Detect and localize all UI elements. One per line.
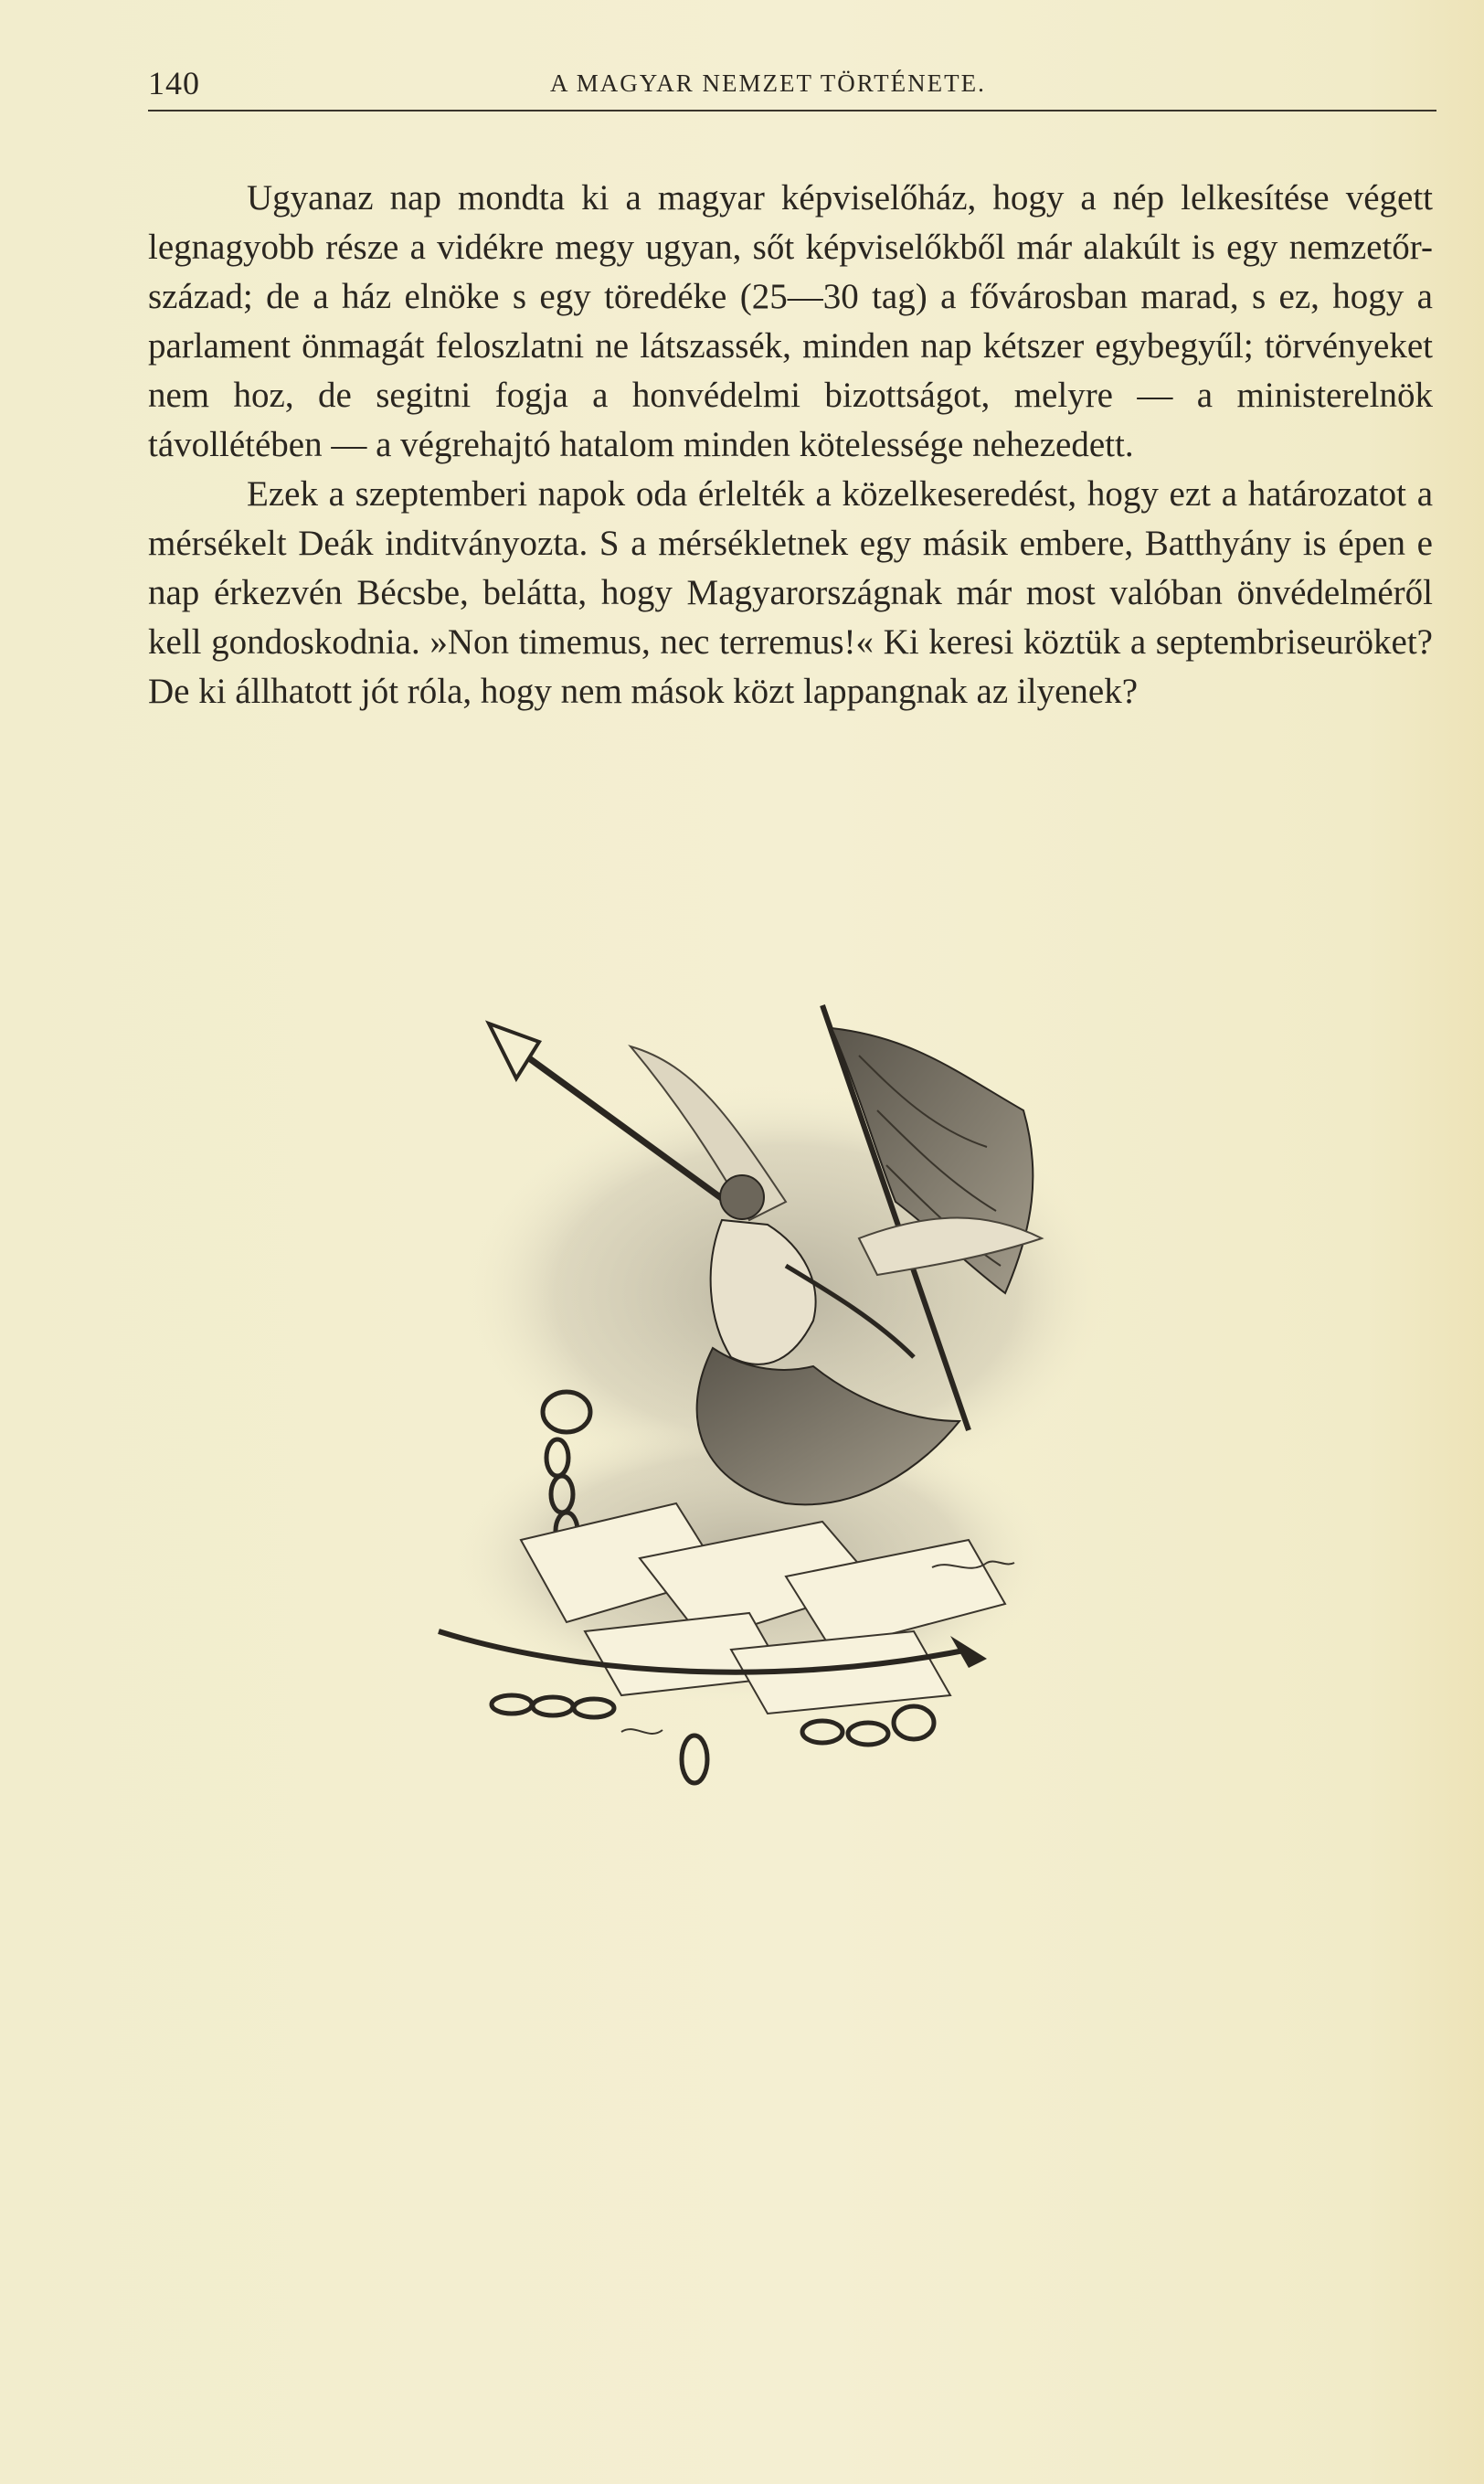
trumpet-bell [489, 1024, 539, 1078]
engraver-monogram [621, 1729, 662, 1734]
page-number: 140 [148, 65, 200, 101]
running-title: A MAGYAR NEMZET TÖRTÉNETE. [550, 69, 986, 97]
allegory-illustration [402, 992, 1115, 1814]
body-text [148, 174, 1433, 717]
paragraph-2: Ezek a szeptemberi napok oda érlelték a közelkeseredést, hogy ezt a határozatot a mérsékelt Deák inditványozta. S a mérsékletnek egy másik embere, Batthyány is épen e nap érkezvén Bécsbe, belátta, hogy Magyarországnak már most valóban önvédelméről kell gondoskodnia. »Non timemus, nec terremus!« Ki keresi köztük a septembriseuröket? De ki állhatott jót róla, hogy nem mások közt lappangnak az ilyenek? [148, 474, 1433, 711]
header-rule [148, 110, 1436, 111]
allegory-engraving [402, 992, 1115, 1814]
page-header [148, 58, 1436, 113]
paragraph-1: Ugyanaz nap mondta ki a magyar képviselőház, hogy a nép lelkesítése végett legnagyobb része a vidékre megy ugyan, sőt képviselőkből már alakúlt is egy nemzetőr-század; de a ház elnöke s egy töredéke (25—30 tag) a fővárosban marad, s ez, hogy a parlament önmagát feloszlatni ne látszassék, minden nap kétszer egybegyűl; törvényeket nem hoz, de segitni fogja a honvédelmi bizottságot, melyre — a ministerelnök távollétében — a végrehajtó hatalom minden kötelessége nehezedett. [148, 178, 1433, 464]
figure-head [720, 1175, 764, 1219]
